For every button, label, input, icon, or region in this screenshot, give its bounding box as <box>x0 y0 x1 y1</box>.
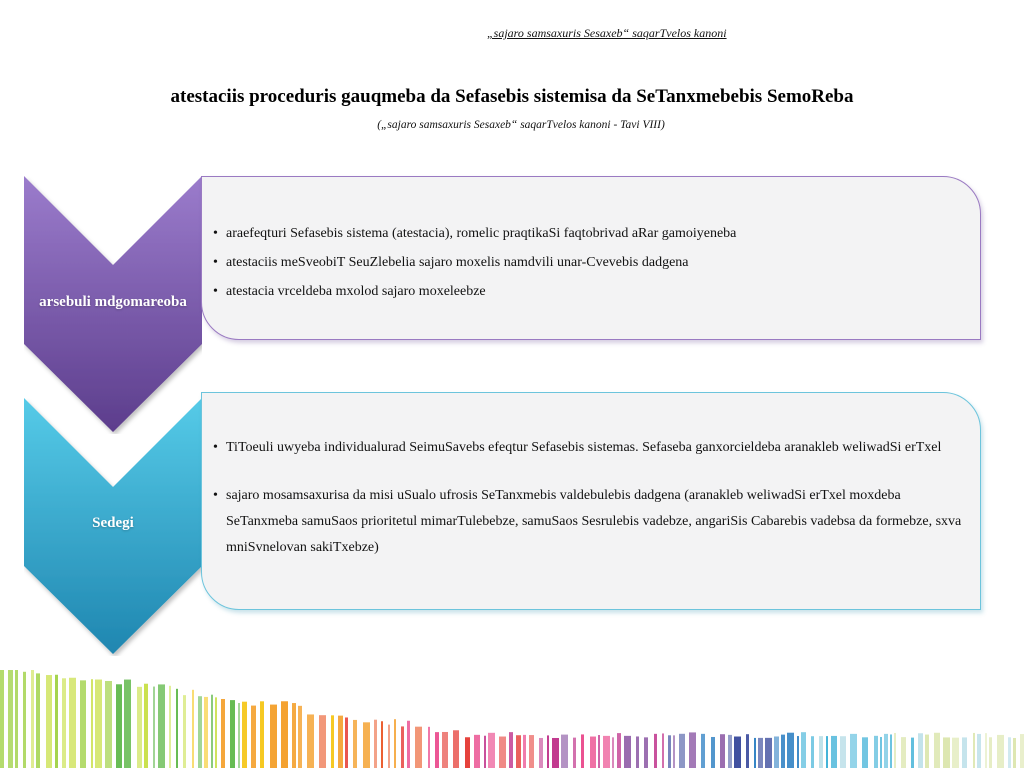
barcode-stripe <box>8 670 13 768</box>
barcode-stripe <box>442 732 448 768</box>
barcode-stripe <box>654 734 657 768</box>
barcode-stripe <box>918 733 923 768</box>
barcode-stripe <box>890 734 892 768</box>
barcode-stripe <box>270 705 277 768</box>
barcode-stripe <box>644 737 648 768</box>
barcode-stripe <box>826 736 828 768</box>
barcode-stripe <box>711 737 715 768</box>
barcode-stripe <box>62 678 66 768</box>
barcode-stripe <box>720 734 725 768</box>
barcode-stripe <box>363 722 370 768</box>
barcode-stripe <box>894 733 896 768</box>
barcode-stripe <box>746 734 749 768</box>
barcode-stripe <box>539 738 543 768</box>
barcode-stripe <box>474 735 480 768</box>
barcode-stripe <box>573 738 576 768</box>
decorative-barcode-stripes <box>0 670 1024 768</box>
barcode-stripe <box>338 716 343 768</box>
barcode-stripe <box>176 689 178 768</box>
barcode-stripe <box>137 687 142 768</box>
barcode-stripe <box>499 737 506 768</box>
barcode-stripe <box>774 736 779 768</box>
barcode-stripe <box>298 706 302 768</box>
barcode-stripe <box>95 680 102 768</box>
barcode-stripe <box>831 736 837 768</box>
barcode-stripe <box>952 738 959 768</box>
barcode-stripe <box>850 734 857 768</box>
result-panel <box>201 392 981 610</box>
barcode-stripe <box>973 733 975 768</box>
barcode-stripe <box>581 734 584 768</box>
barcode-stripe <box>636 736 639 768</box>
barcode-stripe <box>901 737 906 768</box>
barcode-stripe <box>612 737 614 768</box>
barcode-stripe <box>394 719 396 768</box>
barcode-stripe <box>754 738 756 768</box>
current-state-label: arsebuli mdgomareoba <box>39 294 187 310</box>
barcode-stripe <box>603 736 610 768</box>
barcode-stripe <box>307 714 314 768</box>
barcode-stripe <box>345 717 348 768</box>
list-item: • TiToeuli uwyeba individualurad SeimuSavebs efeqtur Sefasebis sistemas. Sefaseba ganxorcieldeba aranakleb weliwadSi erTxel <box>202 435 962 461</box>
barcode-stripe <box>734 737 741 768</box>
barcode-stripe <box>353 720 357 768</box>
barcode-stripe <box>15 670 18 768</box>
barcode-stripe <box>1013 738 1016 768</box>
barcode-stripe <box>811 736 814 768</box>
result-arrow <box>24 398 202 656</box>
barcode-stripe <box>598 735 600 768</box>
barcode-stripe <box>153 687 155 768</box>
page-subtitle: („sajaro samsaxuris Sesaxeb“ saqarTvelos kanoni - Tavi VIII) <box>377 119 665 131</box>
barcode-stripe <box>453 730 459 768</box>
barcode-stripe <box>105 681 112 768</box>
law-reference-link[interactable]: „sajaro samsaxuris Sesaxeb“ saqarTvelos kanoni <box>487 26 727 40</box>
barcode-stripe <box>797 736 799 768</box>
barcode-stripe <box>862 737 868 768</box>
current-state-list <box>202 225 980 301</box>
barcode-stripe <box>547 735 549 768</box>
barcode-stripe <box>516 735 521 768</box>
list-item: • atestaciis meSveobiT SeuZlebelia sajaro moxelis namdvili unar-Cvevebis dadgena <box>202 254 980 272</box>
barcode-stripe <box>668 735 671 768</box>
barcode-stripe <box>662 733 664 768</box>
barcode-stripe <box>728 735 732 768</box>
barcode-stripe <box>31 670 34 768</box>
barcode-stripe <box>673 735 675 768</box>
barcode-stripe <box>46 675 52 768</box>
barcode-stripe <box>374 720 377 768</box>
barcode-stripe <box>624 736 631 768</box>
barcode-stripe <box>319 715 326 768</box>
barcode-stripe <box>169 686 171 768</box>
barcode-stripe <box>407 721 410 768</box>
barcode-stripe <box>819 736 823 768</box>
barcode-stripe <box>689 732 696 768</box>
list-item: • araefeqturi Sefasebis sistema (atestacia), romelic praqtikaSi faqtobrivad aRar gamoiyeneba <box>202 225 980 243</box>
current-state-panel <box>201 176 981 340</box>
list-item: • sajaro mosamsaxurisa da misi uSualo ufrosis SeTanxmebis valdebulebis dadgena (aranakleb weliwadSi erTxel moxdeba SeTanxmeba samuSaos prioritetul mimarTulebebze, samuSaos Sesrulebis vadebze, angariSis Cabarebis vadebsa da formebze, sxva mniSvnelovan sakiTxebze) <box>202 483 962 561</box>
current-state-arrow <box>24 176 202 434</box>
barcode-stripe <box>204 697 208 768</box>
barcode-stripe <box>884 734 888 768</box>
barcode-stripe <box>435 732 439 768</box>
barcode-stripe <box>880 737 882 768</box>
barcode-stripe <box>758 738 763 768</box>
barcode-stripe <box>23 672 26 768</box>
barcode-stripe <box>962 737 967 768</box>
barcode-stripe <box>144 684 148 768</box>
barcode-stripe <box>509 732 513 768</box>
barcode-stripe <box>183 695 186 768</box>
barcode-stripe <box>91 679 93 768</box>
barcode-stripe <box>874 736 878 768</box>
barcode-stripe <box>198 696 202 768</box>
barcode-stripe <box>331 715 334 768</box>
barcode-stripe <box>989 737 992 768</box>
barcode-stripe <box>977 734 981 768</box>
barcode-stripe <box>230 700 235 768</box>
barcode-stripe <box>80 680 86 768</box>
barcode-stripe <box>292 703 296 768</box>
barcode-stripe <box>590 737 596 768</box>
barcode-stripe <box>238 703 240 768</box>
barcode-stripe <box>985 733 987 768</box>
page-title: atestaciis proceduris gauqmeba da Sefasebis sistemisa da SeTanxmebebis SemoReba <box>170 86 854 107</box>
barcode-stripe <box>701 734 705 768</box>
barcode-stripe <box>415 727 422 768</box>
barcode-stripe <box>679 734 685 768</box>
result-label: Sedegi <box>92 515 134 531</box>
barcode-stripe <box>388 725 390 768</box>
barcode-stripe <box>787 733 794 768</box>
barcode-stripe <box>925 735 929 768</box>
barcode-stripe <box>211 695 213 768</box>
barcode-stripe <box>221 699 225 768</box>
barcode-stripe <box>192 690 194 768</box>
barcode-stripe <box>381 721 383 768</box>
barcode-stripe <box>561 735 568 768</box>
barcode-stripe <box>0 670 4 768</box>
barcode-stripe <box>1020 734 1024 768</box>
barcode-stripe <box>484 736 486 768</box>
barcode-stripe <box>215 697 217 768</box>
barcode-stripe <box>552 738 559 768</box>
barcode-stripe <box>997 735 1004 768</box>
barcode-stripe <box>428 727 430 768</box>
barcode-stripe <box>943 737 950 768</box>
barcode-stripe <box>801 732 806 768</box>
barcode-stripe <box>251 706 256 768</box>
barcode-stripe <box>116 684 122 768</box>
barcode-stripe <box>840 736 846 768</box>
barcode-stripe <box>260 701 264 768</box>
barcode-stripe <box>124 680 131 768</box>
barcode-stripe <box>1008 737 1011 768</box>
barcode-stripe <box>465 737 470 768</box>
barcode-stripe <box>523 735 526 768</box>
barcode-stripe <box>765 738 772 768</box>
barcode-stripe <box>242 702 247 768</box>
barcode-stripe <box>55 675 58 768</box>
barcode-stripe <box>158 684 165 768</box>
list-item: • atestacia vrceldeba mxolod sajaro moxeleebze <box>202 283 980 301</box>
barcode-stripe <box>617 733 621 768</box>
barcode-stripe <box>781 735 785 768</box>
barcode-stripe <box>934 733 940 768</box>
barcode-stripe <box>69 678 76 768</box>
barcode-stripe <box>911 738 914 768</box>
barcode-stripe <box>36 673 40 768</box>
result-list <box>202 435 962 561</box>
barcode-stripe <box>529 735 534 768</box>
barcode-stripe <box>488 733 495 768</box>
barcode-stripe <box>401 726 404 768</box>
barcode-stripe <box>281 701 288 768</box>
